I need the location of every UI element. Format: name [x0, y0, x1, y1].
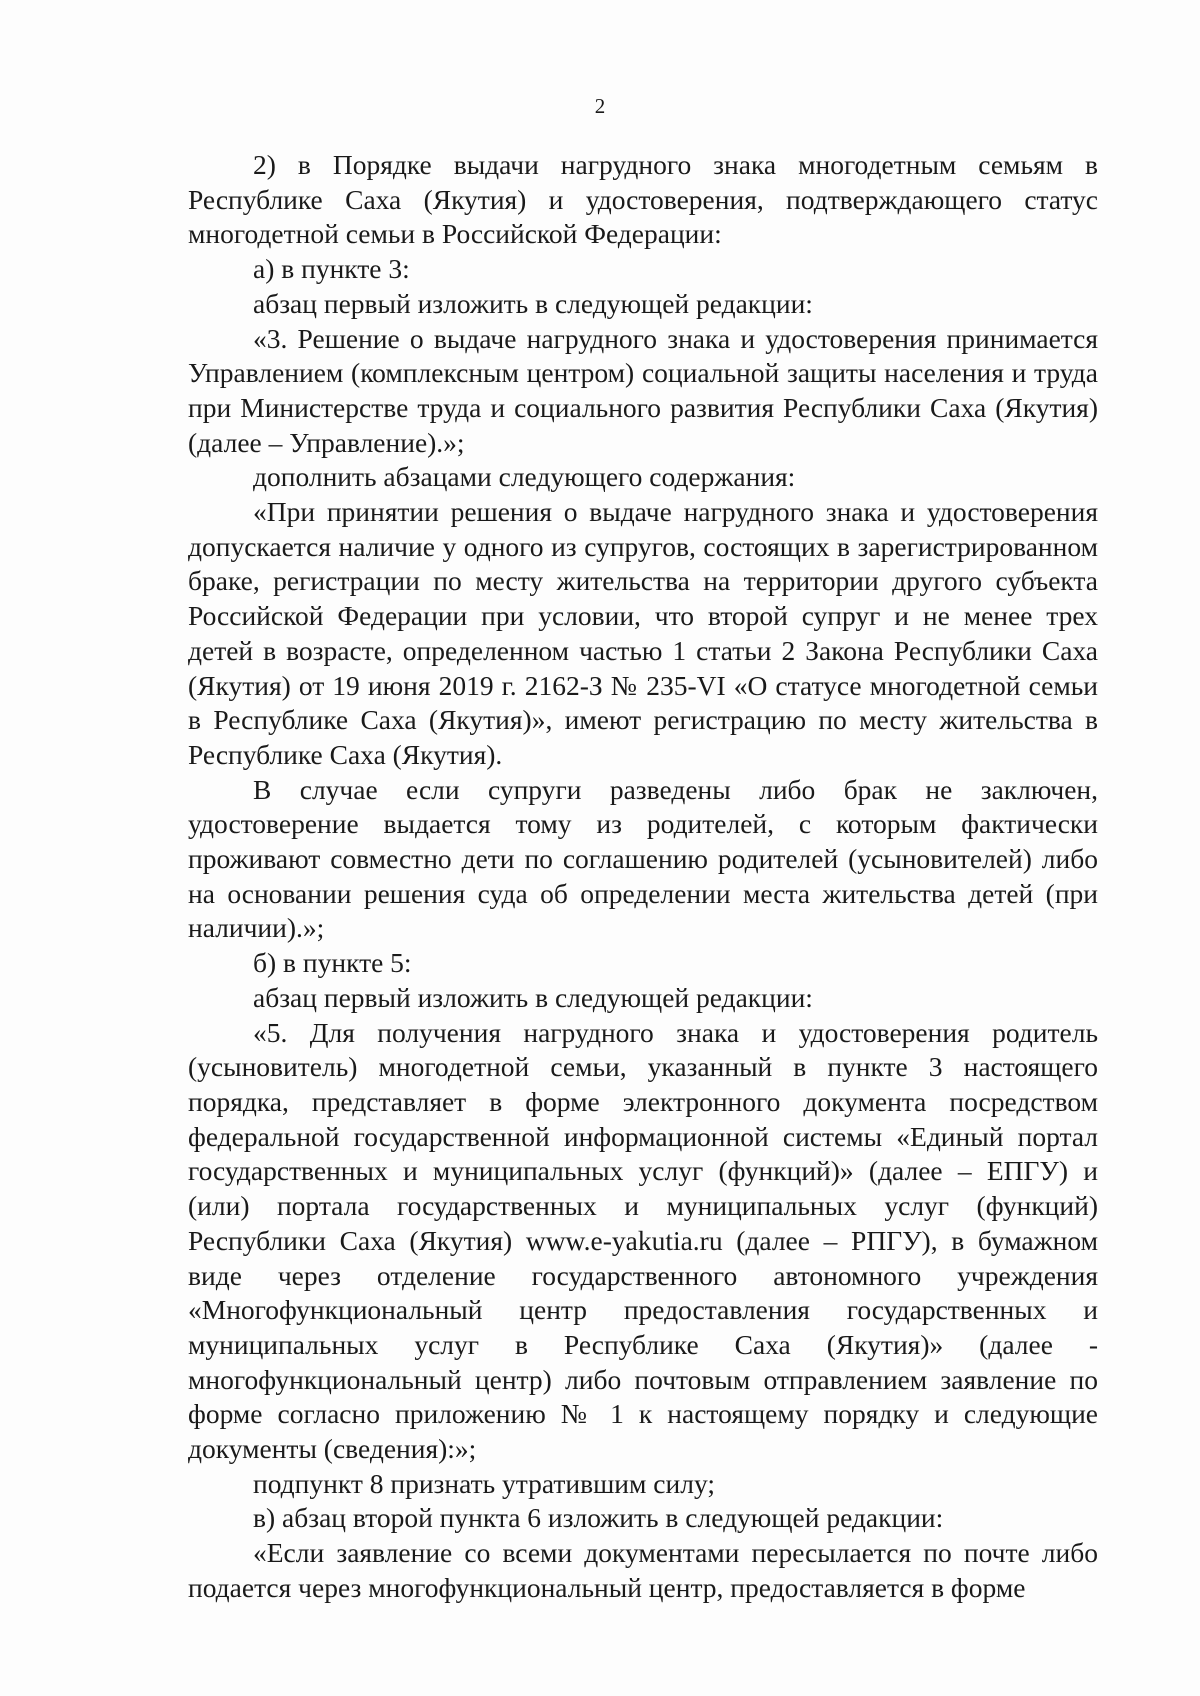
paragraph-instruction: дополнить абзацами следующего содержания:	[253, 461, 796, 493]
paragraph-item-2-intro: 2) в Порядке выдачи нагрудного знака многодетным семьям в Республике Саха (Якутия) и удостоверения, подтверждающего статус многодетной семьи в Российской Федерации:	[188, 149, 1098, 250]
paragraph-subitem-a: а) в пункте 3:	[253, 253, 410, 285]
paragraph-clause-3: «3. Решение о выдаче нагрудного знака и удостоверения принимается Управлением (комплексным центром) социальной защиты населения и труда при Министерстве труда и социального развития Республики Саха (Якутия) (далее – Управление).»;	[188, 322, 1098, 458]
paragraph-subitem-b: б) в пункте 5:	[253, 947, 412, 979]
paragraph-subitem-v: в) абзац второй пункта 6 изложить в следующей редакции:	[253, 1502, 944, 1534]
paragraph-clause-5: «5. Для получения нагрудного знака и удостоверения родитель (усыновитель) многодетной семьи, указанный в пункте 3 настоящего порядка, представляет в форме электронного документа посредством федеральной государственной информационной системы «Единый портал государственных и муниципальных услуг (функций)» (далее – ЕПГУ) и (или) портала государственных и муниципальных услуг (функций) Республики Саха (Якутия) www.e-yakutia.ru (далее – РПГУ), в бумажном виде через отделение государственного автономного учреждения «Многофункциональный центр предоставления государственных и муниципальных услуг в Республике Саха (Якутия)» (далее - многофункциональный центр) либо почтовым отправлением заявление по форме согласно приложению № 1 к настоящему порядку и следующие документы (сведения):»;	[188, 1016, 1098, 1465]
paragraph-instruction: абзац первый изложить в следующей редакции:	[253, 287, 813, 319]
page-number: 2	[594, 94, 606, 118]
paragraph-quoted-text: «При принятии решения о выдаче нагрудного знака и удостоверения допускается наличие у одного из супругов, состоящих в зарегистрированном браке, регистрации по месту жительства на территории другого субъекта Российской Федерации при условии, что второй супруг и не менее трех детей в возрасте, определенном частью 1 статьи 2 Закона Республики Саха (Якутия) от 19 июня 2019 г. 2162-З № 235-VI «О статусе многодетной семьи в Республике Саха (Якутия)», имеют регистрацию по месту жительства в Республике Саха (Якутия).	[188, 496, 1098, 770]
paragraph-instruction: подпункт 8 признать утратившим силу;	[253, 1467, 715, 1499]
paragraph-instruction: абзац первый изложить в следующей редакции:	[253, 981, 813, 1013]
paragraph-quoted-text: «Если заявление со всеми документами пересылается по почте либо подается через многофункциональный центр, предоставляется в форме	[188, 1537, 1098, 1603]
document-body	[188, 148, 1098, 1606]
paragraph-quoted-text: В случае если супруги разведены либо брак не заключен, удостоверение выдается тому из родителей, с которым фактически проживают совместно дети по соглашению родителей (усыновителей) либо на основании решения суда об определении места жительства детей (при наличии).»;	[188, 773, 1098, 944]
